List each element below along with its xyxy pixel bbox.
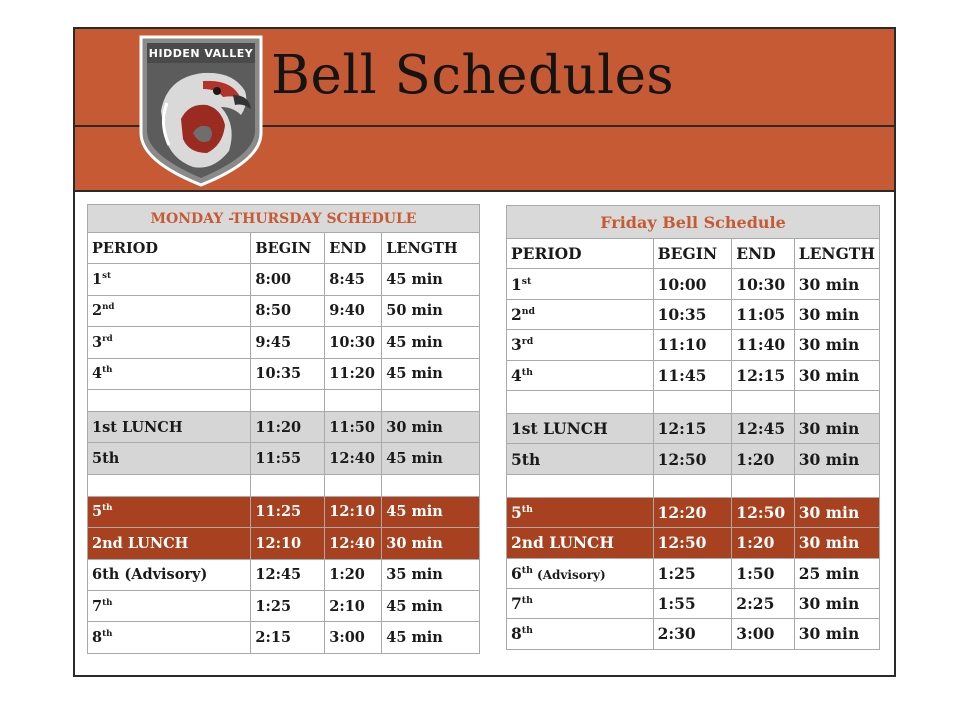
period-row	[88, 496, 480, 527]
column-header: END	[732, 239, 794, 269]
end-cell: 11:05	[732, 299, 794, 329]
period-cell	[507, 444, 654, 474]
end-cell: 11:50	[325, 411, 382, 442]
begin-cell: 12:50	[653, 528, 732, 558]
period-cell	[88, 264, 251, 295]
length-cell: 30 min	[794, 619, 879, 649]
end-cell: 10:30	[732, 269, 794, 299]
ordinal-suffix: th	[102, 503, 113, 514]
ordinal-suffix: st	[521, 275, 532, 287]
end-cell: 2:25	[732, 588, 794, 618]
period-row	[507, 588, 880, 618]
period-row	[88, 264, 480, 295]
length-cell: 30 min	[794, 360, 879, 390]
period-label: 1st LUNCH	[92, 418, 183, 436]
begin-cell	[653, 474, 732, 497]
ordinal-suffix: th	[521, 564, 533, 576]
period-label: 5	[92, 503, 103, 521]
period-row	[88, 528, 480, 559]
length-cell: 45 min	[382, 590, 480, 621]
period-row	[88, 411, 480, 442]
end-cell: 1:50	[732, 558, 794, 588]
period-label: 7	[511, 594, 522, 614]
begin-cell: 11:10	[653, 330, 732, 360]
length-cell: 35 min	[382, 559, 480, 590]
ordinal-suffix: th	[102, 365, 113, 376]
begin-cell: 1:25	[251, 590, 325, 621]
begin-cell: 12:15	[653, 413, 732, 443]
period-row	[507, 558, 880, 588]
length-cell: 45 min	[382, 496, 480, 527]
period-cell	[88, 559, 251, 590]
end-cell: 3:00	[325, 622, 382, 653]
period-label: 7	[92, 597, 103, 615]
period-cell	[507, 330, 654, 360]
period-cell	[88, 327, 251, 358]
length-cell: 45 min	[382, 327, 480, 358]
length-cell	[382, 474, 480, 496]
length-cell: 25 min	[794, 558, 879, 588]
length-cell: 30 min	[794, 497, 879, 527]
column-header: PERIOD	[507, 239, 654, 269]
length-cell: 30 min	[382, 411, 480, 442]
begin-cell: 8:50	[251, 295, 325, 326]
period-label: 3	[511, 335, 522, 355]
period-cell	[88, 443, 251, 474]
period-cell	[507, 588, 654, 618]
column-header: LENGTH	[794, 239, 879, 269]
begin-cell: 12:50	[653, 444, 732, 474]
begin-cell: 1:55	[653, 588, 732, 618]
period-row	[88, 622, 480, 653]
length-cell: 45 min	[382, 358, 480, 389]
period-cell	[88, 590, 251, 621]
end-cell: 12:45	[732, 413, 794, 443]
begin-cell: 2:15	[251, 622, 325, 653]
end-cell	[325, 474, 382, 496]
end-cell: 12:10	[325, 496, 382, 527]
period-label: 2nd LUNCH	[92, 534, 189, 552]
length-cell: 30 min	[794, 269, 879, 299]
schedule-caption: Friday Bell Schedule	[507, 206, 880, 239]
length-cell: 30 min	[794, 330, 879, 360]
period-label: 8	[511, 624, 522, 644]
period-row	[88, 295, 480, 326]
period-cell	[507, 497, 654, 527]
period-label: 2	[92, 302, 103, 320]
begin-cell: 12:10	[251, 528, 325, 559]
end-cell: 11:20	[325, 358, 382, 389]
period-row	[507, 444, 880, 474]
length-cell: 50 min	[382, 295, 480, 326]
ordinal-suffix: th	[521, 625, 533, 637]
end-cell: 1:20	[325, 559, 382, 590]
period-row	[507, 330, 880, 360]
length-cell: 30 min	[794, 444, 879, 474]
period-label: 5	[511, 502, 522, 522]
period-row	[88, 327, 480, 358]
length-cell	[794, 390, 879, 413]
length-cell: 30 min	[794, 528, 879, 558]
column-header: END	[325, 233, 382, 264]
period-label: 2	[511, 304, 522, 324]
period-label: 5th	[92, 450, 120, 468]
period-cell	[507, 528, 654, 558]
period-cell	[88, 622, 251, 653]
ordinal-suffix: st	[102, 271, 111, 282]
period-cell	[507, 619, 654, 649]
period-cell	[88, 411, 251, 442]
end-cell	[325, 389, 382, 411]
end-cell: 2:10	[325, 590, 382, 621]
begin-cell: 12:20	[653, 497, 732, 527]
column-header-row	[88, 233, 480, 264]
begin-cell: 2:30	[653, 619, 732, 649]
begin-cell: 11:55	[251, 443, 325, 474]
period-label: 1	[511, 274, 522, 294]
period-row	[507, 360, 880, 390]
period-label: 1st LUNCH	[511, 419, 608, 439]
schedule-caption-row	[507, 206, 880, 239]
length-cell: 45 min	[382, 622, 480, 653]
end-cell	[732, 474, 794, 497]
begin-cell: 8:00	[251, 264, 325, 295]
length-cell: 30 min	[794, 299, 879, 329]
period-label: 6th (Advisory)	[92, 566, 208, 584]
period-label: 6	[511, 563, 522, 583]
column-header: BEGIN	[251, 233, 325, 264]
ordinal-suffix: th	[521, 503, 533, 515]
period-cell	[507, 269, 654, 299]
column-header: LENGTH	[382, 233, 480, 264]
end-cell: 3:00	[732, 619, 794, 649]
schedule-caption-row	[88, 205, 480, 233]
column-header-row	[507, 239, 880, 269]
end-cell: 1:20	[732, 528, 794, 558]
ordinal-suffix: rd	[102, 334, 113, 345]
ordinal-suffix: th	[102, 597, 113, 608]
ordinal-suffix: nd	[521, 305, 536, 317]
begin-cell: 10:00	[653, 269, 732, 299]
period-row	[507, 413, 880, 443]
end-cell	[732, 390, 794, 413]
end-cell: 11:40	[732, 330, 794, 360]
period-row	[507, 497, 880, 527]
begin-cell: 11:20	[251, 411, 325, 442]
schedule-caption: MONDAY -THURSDAY SCHEDULE	[88, 205, 480, 233]
period-cell	[507, 558, 654, 588]
begin-cell: 1:25	[653, 558, 732, 588]
period-row	[88, 590, 480, 621]
period-cell	[507, 474, 654, 497]
begin-cell: 10:35	[251, 358, 325, 389]
period-cell	[507, 390, 654, 413]
length-cell: 45 min	[382, 264, 480, 295]
begin-cell	[251, 474, 325, 496]
begin-cell: 12:45	[251, 559, 325, 590]
period-cell	[88, 295, 251, 326]
begin-cell: 11:25	[251, 496, 325, 527]
period-cell	[88, 358, 251, 389]
period-cell	[507, 299, 654, 329]
length-cell	[382, 389, 480, 411]
ordinal-suffix: th	[521, 594, 533, 606]
end-cell: 12:40	[325, 528, 382, 559]
spacer-row	[507, 390, 880, 413]
spacer-row	[88, 389, 480, 411]
length-cell: 30 min	[794, 413, 879, 443]
period-label: 4	[92, 365, 103, 383]
monday-thursday-schedule-table	[87, 204, 480, 654]
hidden-valley-hawk-logo-icon	[137, 33, 265, 189]
length-cell: 45 min	[382, 443, 480, 474]
friday-schedule-table	[506, 205, 880, 650]
period-cell	[88, 496, 251, 527]
end-cell: 8:45	[325, 264, 382, 295]
end-cell: 9:40	[325, 295, 382, 326]
begin-cell: 10:35	[653, 299, 732, 329]
period-cell	[88, 389, 251, 411]
length-cell: 30 min	[794, 588, 879, 618]
period-cell	[88, 528, 251, 559]
begin-cell: 11:45	[653, 360, 732, 390]
page-title: Bell Schedules	[271, 45, 675, 106]
period-note: (Advisory)	[532, 567, 606, 582]
period-row	[88, 443, 480, 474]
begin-cell: 9:45	[251, 327, 325, 358]
begin-cell	[653, 390, 732, 413]
spacer-row	[507, 474, 880, 497]
period-label: 4	[511, 365, 522, 385]
period-label: 2nd LUNCH	[511, 533, 615, 553]
period-row	[88, 559, 480, 590]
column-header: BEGIN	[653, 239, 732, 269]
period-label: 1	[92, 271, 103, 289]
period-label: 3	[92, 333, 103, 351]
period-label: 5th	[511, 449, 541, 469]
logo-text: HIDDEN VALLEY	[148, 47, 254, 60]
end-cell: 12:15	[732, 360, 794, 390]
period-cell	[88, 474, 251, 496]
period-label: 8	[92, 628, 103, 646]
ordinal-suffix: rd	[521, 336, 534, 348]
begin-cell	[251, 389, 325, 411]
period-row	[507, 269, 880, 299]
end-cell: 10:30	[325, 327, 382, 358]
length-cell	[794, 474, 879, 497]
period-row	[88, 358, 480, 389]
period-row	[507, 528, 880, 558]
period-cell	[507, 360, 654, 390]
ordinal-suffix: th	[521, 366, 533, 378]
end-cell: 12:40	[325, 443, 382, 474]
end-cell: 1:20	[732, 444, 794, 474]
period-row	[507, 619, 880, 649]
end-cell: 12:50	[732, 497, 794, 527]
length-cell: 30 min	[382, 528, 480, 559]
spacer-row	[88, 474, 480, 496]
ordinal-suffix: th	[102, 629, 113, 640]
column-header: PERIOD	[88, 233, 251, 264]
period-row	[507, 299, 880, 329]
ordinal-suffix: nd	[102, 302, 115, 313]
header-banner	[75, 29, 894, 192]
period-cell	[507, 413, 654, 443]
